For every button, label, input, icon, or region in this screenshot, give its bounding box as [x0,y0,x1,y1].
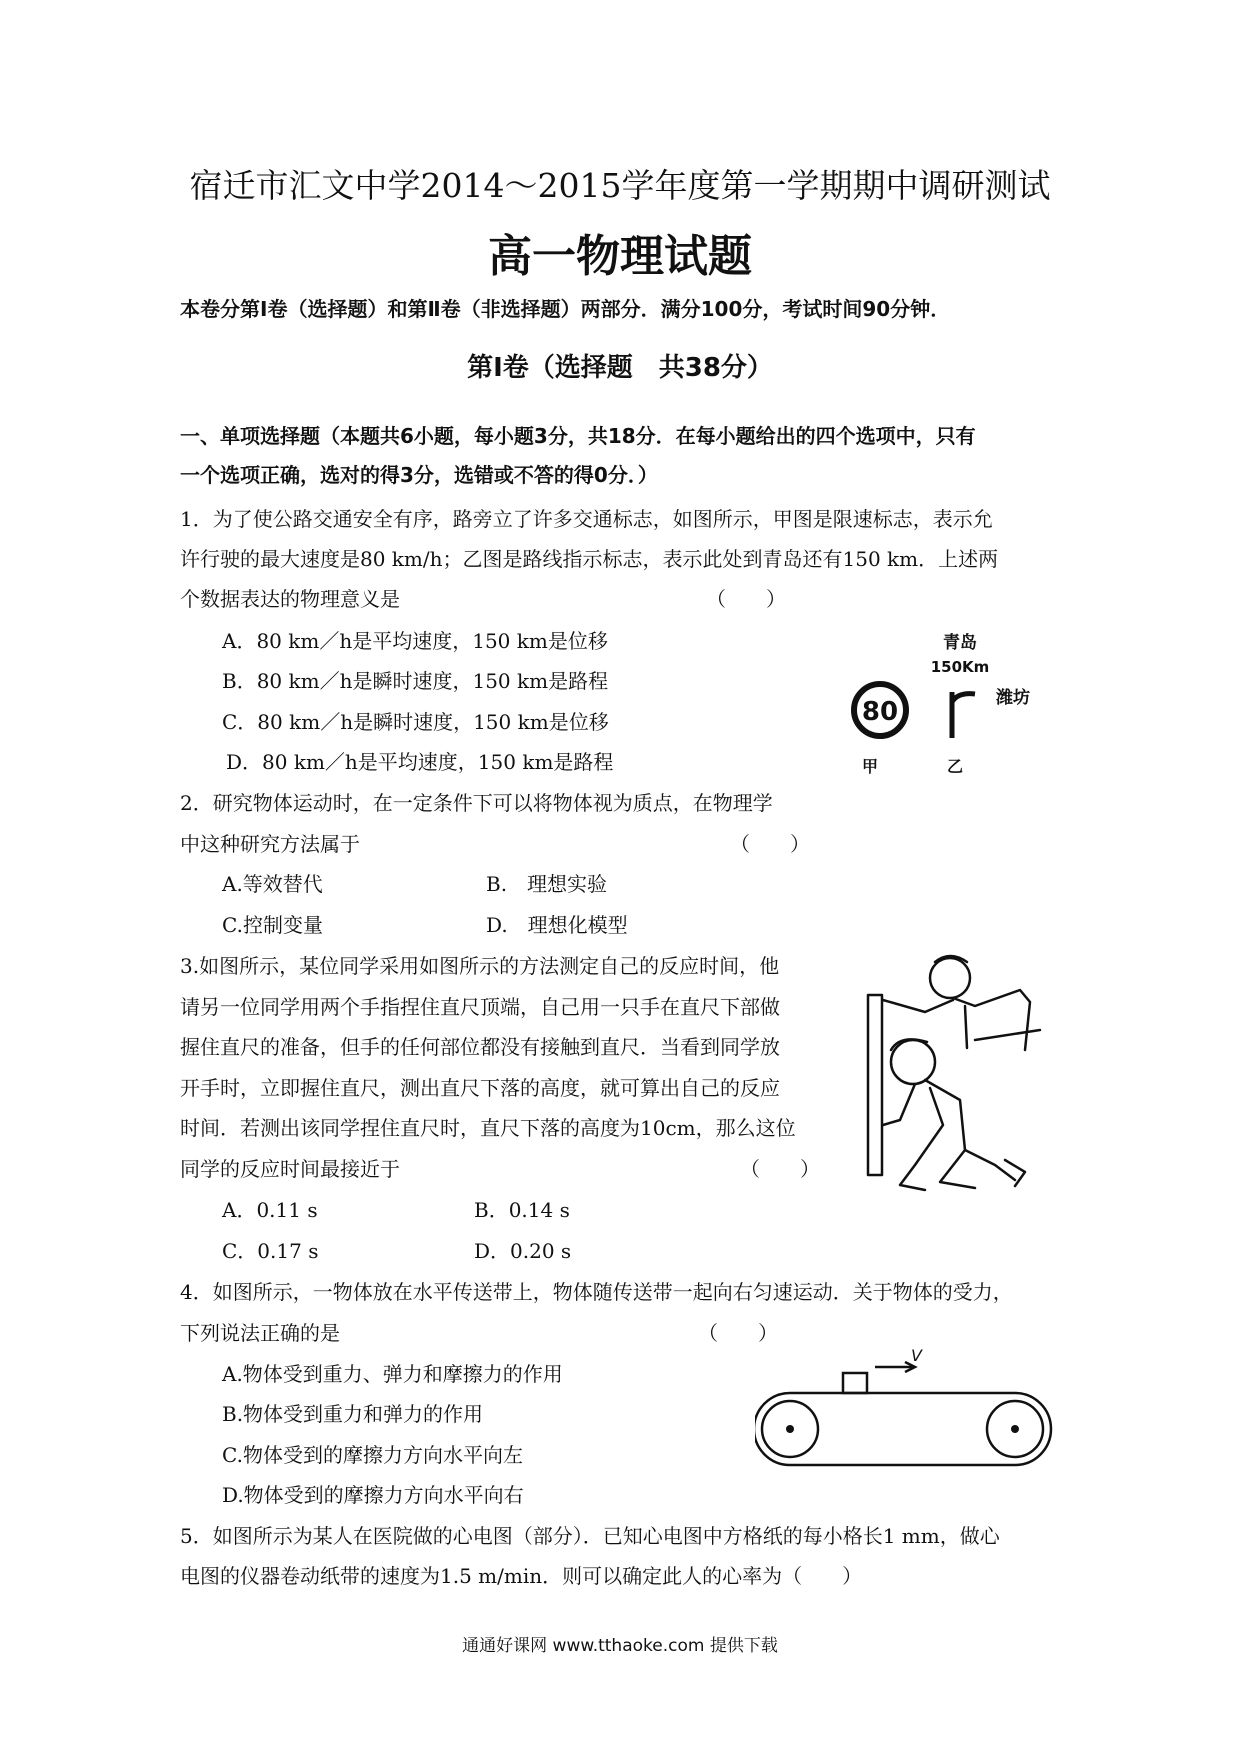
object-block [843,1373,867,1393]
ruler [868,995,882,1175]
section-heading-line2: 一个选项正确，选对的得3分，选错或不答的得0分．） [180,463,658,487]
q5-line2: 电图的仪器卷动纸带的速度为1.5 m/min．则可以确定此人的心率为（ ） [180,1564,863,1588]
q2-answer-paren: （ ） [730,832,810,856]
figure-label-yi: 乙 [946,757,964,776]
q3-line3: 握住直尺的准备，但手的任何部位都没有接触到直尺．当看到同学放 [180,1035,780,1059]
q5-line1: 5．如图所示为某人在医院做的心电图（部分）．已知心电图中方格纸的每小格长1 mm，做心 [180,1524,1000,1548]
sign-city-label: 青岛 [943,633,977,653]
q2-option-c: C.控制变量 [222,913,323,937]
q3-option-b: B．0.14 s [474,1198,570,1222]
figure-label-jia: 甲 [861,757,879,776]
q1-line1: 1．为了使公路交通安全有序，路旁立了许多交通标志，如图所示，甲图是限速标志，表示允 [180,507,993,531]
velocity-label: V [911,1346,922,1365]
q4-conveyor-belt-figure [755,1345,1055,1470]
q3-line1: 3.如图所示，某位同学采用如图所示的方法测定自己的反应时间，他 [180,954,780,978]
q1-option-c: C．80 km／h是瞬时速度，150 km是位移 [222,710,609,734]
person-bottom-head [891,1040,935,1084]
q4-option-a: A.物体受到重力、弹力和摩擦力的作用 [222,1362,563,1386]
sign-direction-label: 潍坊 [996,688,1030,708]
q2-option-b: B. 理想实验 [486,872,608,896]
q4-line1: 4．如图所示，一物体放在水平传送带上，物体随传送带一起向右匀速运动．关于物体的受力， [180,1280,1013,1304]
footer-text: 通通好课网 www.tthaoke.com 提供下载 [462,1636,778,1656]
q1-line2: 许行驶的最大速度是80 km/h；乙图是路线指示标志，表示此处到青岛还有150 km．上述两 [180,547,999,571]
q3-line2: 请另一位同学用两个手指捏住直尺顶端，自己用一只手在直尺下部做 [180,995,780,1019]
q4-option-b: B.物体受到重力和弹力的作用 [222,1402,484,1426]
q2-option-a: A.等效替代 [222,872,323,896]
school-title: 宿迁市汇文中学2014～2015学年度第一学期期中调研测试 [189,166,1051,205]
q1-option-d: D．80 km／h是平均速度，150 km是路程 [226,750,614,774]
q4-answer-paren: （ ） [698,1321,778,1345]
q3-line6: 同学的反应时间最接近于 [180,1157,400,1181]
person-top-head [930,958,970,998]
section-heading-line1: 一、单项选择题（本题共6小题，每小题3分，共18分．在每小题给出的四个选项中，只有 [180,424,976,448]
q4-option-c: C.物体受到的摩擦力方向水平向左 [222,1443,523,1467]
subject-title: 高一物理试题 [488,231,752,282]
q2-line1: 2．研究物体运动时，在一定条件下可以将物体视为质点，在物理学 [180,791,773,815]
q4-option-d: D.物体受到的摩擦力方向水平向右 [222,1483,524,1507]
q3-line5: 时间．若测出该同学捏住直尺时，直尺下落的高度为10cm，那么这位 [180,1116,796,1140]
q1-option-a: A．80 km／h是平均速度，150 km是位移 [222,629,608,653]
q3-option-c: C．0.17 s [222,1239,319,1263]
q1-line3: 个数据表达的物理意义是 [180,587,400,611]
q1-option-b: B．80 km／h是瞬时速度，150 km是路程 [222,669,609,693]
q2-option-d: D. 理想化模型 [486,913,628,937]
q1-answer-paren: （ ） [706,587,786,611]
q3-line4: 开手时，立即握住直尺，测出直尺下落的高度，就可算出自己的反应 [180,1076,780,1100]
q3-option-a: A．0.11 s [222,1198,318,1222]
part-title: 第Ⅰ卷（选择题 共38分） [467,353,773,383]
q4-line2: 下列说法正确的是 [180,1321,340,1345]
q3-option-d: D．0.20 s [474,1239,572,1263]
q1-traffic-signs-figure [830,630,1045,790]
q2-line2: 中这种研究方法属于 [180,832,360,856]
q3-answer-paren: （ ） [740,1157,820,1181]
q3-reaction-time-figure [855,950,1045,1200]
exam-intro: 本卷分第Ⅰ卷（选择题）和第Ⅱ卷（非选择题）两部分．满分100分，考试时间90分钟． [180,297,951,321]
speed-limit-value: 80 [861,697,899,727]
sign-distance-label: 150Km [930,658,990,676]
